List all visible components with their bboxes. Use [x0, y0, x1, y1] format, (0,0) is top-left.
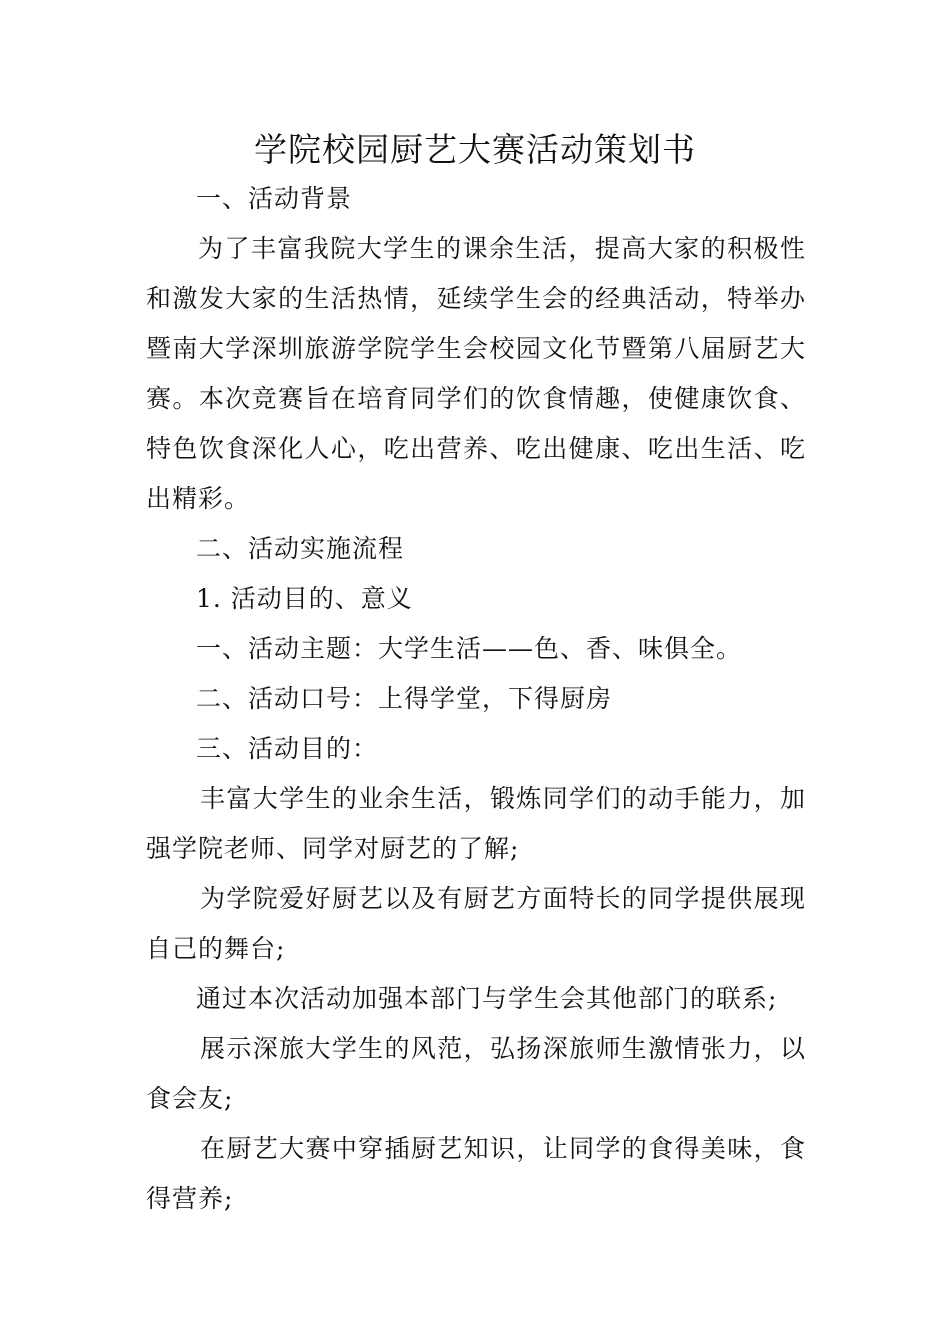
paragraph-line: 强学院老师、同学对厨艺的了解;: [146, 834, 520, 863]
paragraph-line: 在厨艺大赛中穿插厨艺知识，让同学的食得美味，食: [200, 1134, 806, 1163]
activity-slogan: 二、活动口号：上得学堂，下得厨房: [196, 684, 613, 713]
purpose-heading: 三、活动目的：: [196, 734, 379, 763]
subsection-heading: 1. 活动目的、意义: [196, 584, 413, 613]
paragraph-line: 为学院爱好厨艺以及有厨艺方面特长的同学提供展现: [200, 884, 806, 913]
section-heading-process: 二、活动实施流程: [196, 534, 405, 563]
paragraph-line: 通过本次活动加强本部门与学生会其他部门的联系;: [196, 984, 778, 1013]
document-title: 学院校园厨艺大赛活动策划书: [254, 130, 696, 169]
paragraph-line: 展示深旅大学生的风范，弘扬深旅师生激情张力，以: [200, 1034, 806, 1063]
paragraph-line: 和激发大家的生活热情，延续学生会的经典活动，特举办: [146, 284, 806, 313]
paragraph-line: 丰富大学生的业余生活，锻炼同学们的动手能力，加: [200, 784, 806, 813]
paragraph-line: 为了丰富我院大学生的课余生活，提高大家的积极性: [198, 234, 806, 263]
paragraph-line: 出精彩。: [146, 484, 251, 513]
paragraph-line: 自己的舞台;: [146, 934, 286, 963]
activity-theme: 一、活动主题：大学生活——色、香、味俱全。: [196, 634, 743, 663]
section-heading-background: 一、活动背景: [196, 184, 353, 213]
paragraph-line: 暨南大学深圳旅游学院学生会校园文化节暨第八届厨艺大: [146, 334, 806, 363]
paragraph-line: 赛。本次竞赛旨在培育同学们的饮食情趣，使健康饮食、: [146, 384, 806, 413]
paragraph-line: 得营养;: [146, 1184, 234, 1213]
paragraph-line: 特色饮食深化人心，吃出营养、吃出健康、吃出生活、吃: [146, 434, 806, 463]
paragraph-line: 食会友;: [146, 1084, 234, 1113]
